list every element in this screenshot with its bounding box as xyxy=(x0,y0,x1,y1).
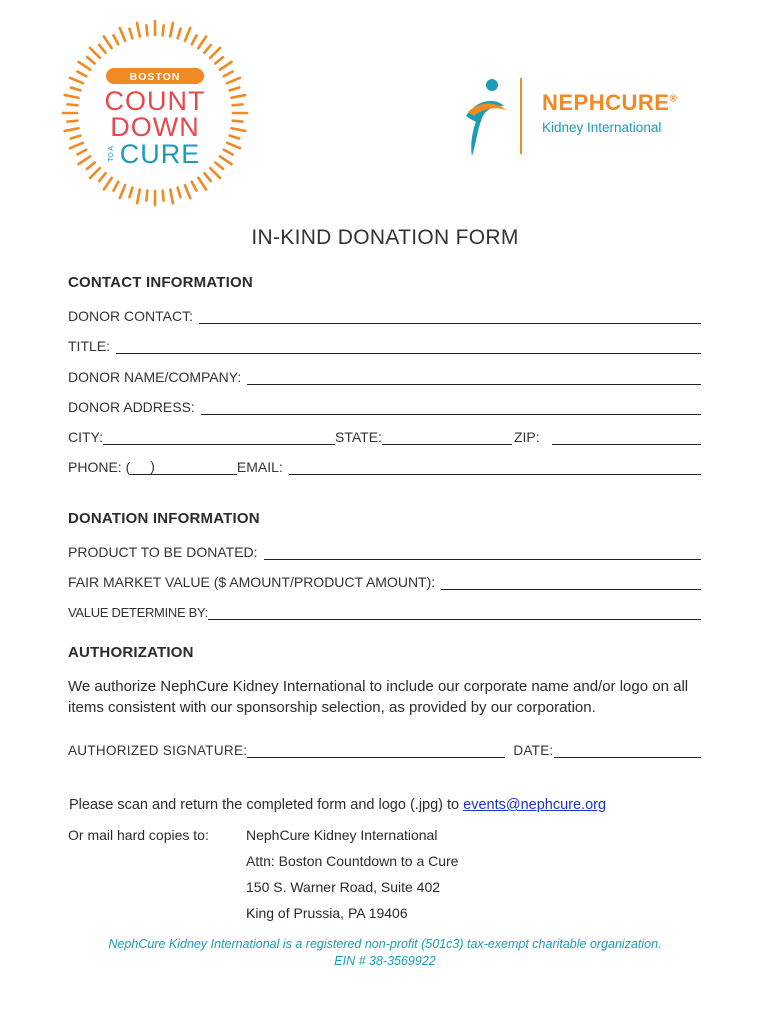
donation-heading: DONATION INFORMATION xyxy=(68,510,260,527)
zip-label: ZIP: xyxy=(513,429,540,445)
count-text: COUNT xyxy=(104,86,206,116)
donor-name-label: DONOR NAME/COMPANY: xyxy=(68,369,242,385)
product-label: PRODUCT TO BE DONATED: xyxy=(68,544,258,560)
to-a-text: TO A xyxy=(108,146,115,162)
phone-label: PHONE: ( xyxy=(68,459,131,475)
city-field[interactable] xyxy=(103,428,335,445)
footer-ein: EIN # 38-3569922 xyxy=(334,954,436,968)
donor-contact-row xyxy=(68,304,701,324)
return-text: Please scan and return the completed form and logo (.jpg) to xyxy=(69,797,464,813)
donor-address-row xyxy=(68,395,701,415)
date-field[interactable] xyxy=(554,741,701,758)
logo-divider xyxy=(520,78,522,154)
address-line-2: Attn: Boston Countdown to a Cure xyxy=(246,853,459,869)
donor-address-label: DONOR ADDRESS: xyxy=(68,399,195,415)
signature-label: AUTHORIZED SIGNATURE: xyxy=(68,743,248,758)
form-title: IN-KIND DONATION FORM xyxy=(251,226,519,249)
area-code-field[interactable] xyxy=(130,458,150,475)
state-field[interactable] xyxy=(382,428,512,445)
title-label: TITLE: xyxy=(68,338,111,354)
authorization-heading: AUTHORIZATION xyxy=(68,644,194,661)
city-state-zip-row xyxy=(68,425,701,445)
down-text: DOWN xyxy=(110,112,200,142)
title-field[interactable] xyxy=(116,337,701,354)
title-row xyxy=(68,334,701,354)
product-field[interactable] xyxy=(264,543,701,560)
email-link[interactable]: events@nephcure.org xyxy=(463,797,607,813)
phone-field[interactable] xyxy=(155,458,237,475)
signature-field[interactable] xyxy=(247,741,505,758)
phone-paren: ) xyxy=(150,458,155,474)
running-figure-icon xyxy=(462,76,512,160)
value-determined-field[interactable] xyxy=(208,603,701,620)
address-line-1: NephCure Kidney International xyxy=(246,827,438,843)
value-determined-label: VALUE DETERMINE BY: xyxy=(68,605,208,620)
zip-field[interactable] xyxy=(552,428,701,445)
email-field[interactable] xyxy=(289,458,701,475)
address-line-4: King of Prussia, PA 19406 xyxy=(246,905,408,921)
value-determined-row xyxy=(68,600,701,620)
state-label: STATE: xyxy=(335,429,382,445)
donor-address-field[interactable] xyxy=(201,398,701,415)
sunburst-ring xyxy=(60,18,250,208)
footer-nonprofit-text: NephCure Kidney International is a registered non-profit (501c3) tax-exempt charitable organization. xyxy=(108,937,662,951)
contact-heading: CONTACT INFORMATION xyxy=(68,274,253,291)
signature-row xyxy=(68,738,701,758)
donor-name-field[interactable] xyxy=(247,368,701,385)
countdown-to-a-cure-logo xyxy=(60,18,250,208)
address-line-3: 150 S. Warner Road, Suite 402 xyxy=(246,879,441,895)
fmv-field[interactable] xyxy=(441,573,701,590)
donor-contact-field[interactable] xyxy=(199,307,701,324)
product-row xyxy=(68,540,701,560)
donor-contact-label: DONOR CONTACT: xyxy=(68,308,193,324)
nephcure-wordmark: NEPHCURE® xyxy=(542,90,678,115)
return-instructions xyxy=(69,797,606,813)
boston-text: BOSTON xyxy=(129,71,181,83)
cure-text: CURE xyxy=(119,139,201,169)
donor-name-row xyxy=(68,365,701,385)
city-label: CITY: xyxy=(68,429,104,445)
mail-label: Or mail hard copies to: xyxy=(68,827,209,843)
nephcure-subtitle: Kidney International xyxy=(542,120,662,135)
fmv-label: FAIR MARKET VALUE ($ AMOUNT/PRODUCT AMOUNT): xyxy=(68,574,436,590)
date-label: DATE: xyxy=(513,743,554,758)
fmv-row xyxy=(68,570,701,590)
phone-email-row xyxy=(68,455,701,475)
nephcure-logo xyxy=(458,72,718,162)
email-label: EMAIL: xyxy=(236,459,283,475)
authorization-text: We authorize NephCure Kidney International to include our corporate name and/or logo on all items consistent with our sponsorship selection, as provided by our corporation. xyxy=(68,678,689,716)
